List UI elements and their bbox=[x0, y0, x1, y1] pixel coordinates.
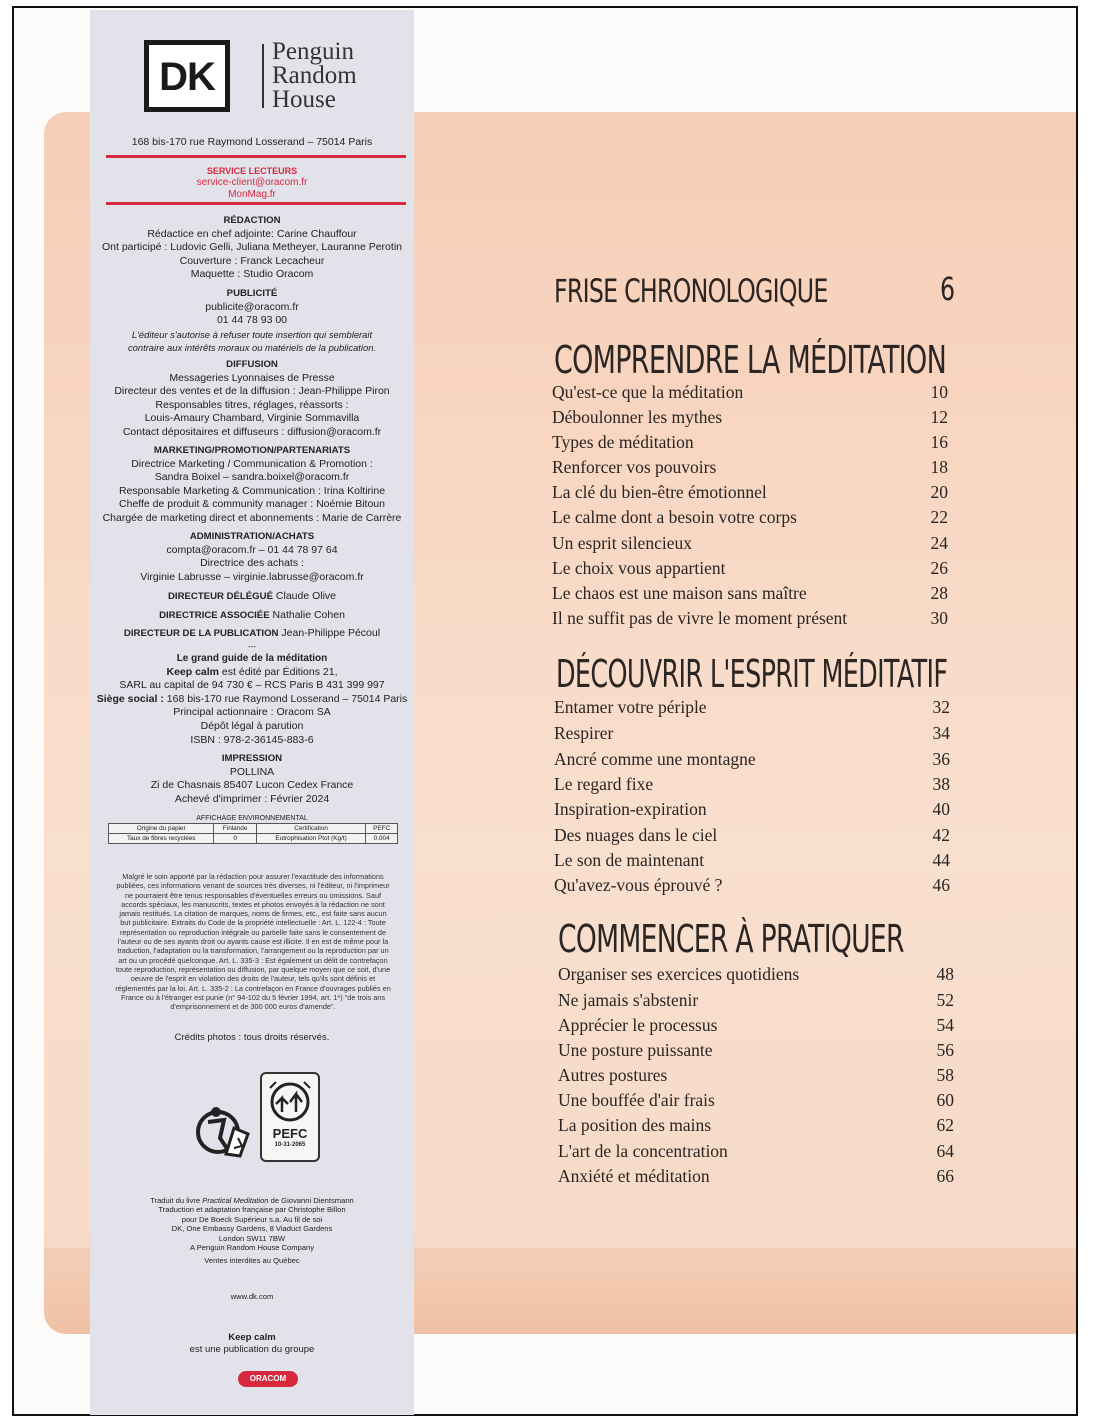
marketing-title: MARKETING/PROMOTION/PARTENARIATS bbox=[153, 445, 351, 456]
diffusion-line: Directeur des ventes et de la diffusion : Jean-Philippe Piron bbox=[114, 385, 390, 398]
guide-isbn: ISBN : 978-2-36145-883-6 bbox=[190, 733, 314, 746]
toc-item bbox=[552, 432, 948, 456]
toc-label: Il ne suffit pas de vivre le moment présent bbox=[552, 608, 848, 628]
diffusion-line: Louis-Amaury Chambard, Virginie Sommavilla bbox=[144, 412, 360, 425]
guide-line-siege bbox=[90, 693, 414, 707]
pefc-tree-icon bbox=[262, 1078, 318, 1128]
service-lecteurs bbox=[90, 165, 414, 201]
toc-item bbox=[558, 1065, 954, 1089]
toc-label: L'art de la concentration bbox=[558, 1141, 728, 1161]
directrice-associee-name: Nathalie Cohen bbox=[272, 609, 345, 621]
redaction-line: Ont participé : Ludovic Gelli, Juliana Metheyer, Lauranne Perotin bbox=[101, 241, 402, 254]
toc-item bbox=[558, 964, 954, 988]
publicite-note: contraire aux intérêts moraux ou matériels de la publication. bbox=[127, 342, 377, 354]
directeur-publication bbox=[90, 627, 414, 641]
toc-label: Respirer bbox=[554, 723, 614, 743]
impression-line: POLLINA bbox=[229, 765, 275, 778]
toc-label: Entamer votre périple bbox=[554, 697, 707, 717]
toc-page: 12 bbox=[930, 407, 948, 427]
marketing-line: Directrice Marketing / Communication & Promotion : bbox=[131, 457, 373, 470]
marketing-line: Chargée de marketing direct et abonnements : Marie de Carrère bbox=[102, 511, 402, 524]
footer-block bbox=[90, 1332, 414, 1356]
impression-line: Zi de Chasnais 85407 Lucon Cedex France bbox=[150, 779, 354, 792]
directrice-associee bbox=[90, 609, 414, 623]
toc-item bbox=[554, 825, 950, 849]
table-row bbox=[109, 834, 398, 844]
toc-item bbox=[552, 608, 948, 632]
toc-item bbox=[554, 774, 950, 798]
table-cell: Taux de fibres recyclées bbox=[109, 834, 214, 844]
table-cell: Certification bbox=[256, 824, 366, 834]
toc-label: Un esprit silencieux bbox=[552, 533, 692, 553]
toc-label: Inspiration-expiration bbox=[554, 799, 707, 819]
logo-separator bbox=[262, 44, 264, 108]
toc-label: Renforcer vos pouvoirs bbox=[552, 457, 717, 477]
toc-page: 60 bbox=[936, 1090, 954, 1110]
publisher-logo bbox=[144, 40, 404, 118]
translation-line-1 bbox=[90, 1196, 414, 1205]
toc-item bbox=[554, 799, 950, 823]
translation-line: Ventes interdites au Québec bbox=[204, 1256, 300, 1266]
translation-prefix: Traduit du livre bbox=[150, 1196, 203, 1205]
toc-page: 40 bbox=[932, 799, 950, 819]
toc-page: 64 bbox=[936, 1141, 954, 1161]
guide-line-1 bbox=[90, 666, 414, 680]
toc-page: 16 bbox=[930, 432, 948, 452]
directeur-delegue-name: Claude Olive bbox=[275, 590, 337, 602]
toc-page: 52 bbox=[936, 990, 954, 1010]
section-title-decouvrir: DÉCOUVRIR L'ESPRIT MÉDITATIF bbox=[556, 652, 948, 696]
guide-line: SARL au capital de 94 730 € – RCS Paris B 431 399 997 bbox=[119, 679, 385, 692]
toc-page: 38 bbox=[932, 774, 950, 794]
frise-title: FRISE CHRONOLOGIQUE bbox=[554, 272, 828, 310]
toc-page: 24 bbox=[930, 533, 948, 553]
admin-line: Directrice des achats : bbox=[200, 557, 304, 570]
translation-line: London SW11 7BW bbox=[218, 1233, 286, 1243]
prh-line-2: Random bbox=[272, 62, 357, 89]
table-cell: 0 bbox=[214, 834, 256, 844]
publisher-address: 168 bis-170 rue Raymond Losserand – 75014 Paris bbox=[131, 136, 373, 148]
toc-page: 42 bbox=[932, 825, 950, 845]
toc-page: 36 bbox=[932, 749, 950, 769]
frise-page: 6 bbox=[940, 270, 955, 308]
red-divider-bottom bbox=[106, 202, 406, 205]
toc-item bbox=[552, 482, 948, 506]
publicite-title: PUBLICITÉ bbox=[226, 288, 278, 299]
prh-line-3: House bbox=[272, 86, 336, 113]
table-cell: Finlande bbox=[214, 824, 256, 834]
service-email: service-client@oracom.fr bbox=[196, 177, 308, 188]
toc-item bbox=[558, 1040, 954, 1064]
section-title-commencer: COMMENCER À PRATIQUER bbox=[558, 917, 904, 961]
guide-editor: est édité par Éditions 21, bbox=[219, 665, 338, 678]
directrice-associee-title: DIRECTRICE ASSOCIÉE bbox=[159, 610, 270, 621]
toc-item bbox=[558, 1141, 954, 1165]
toc-label: Autres postures bbox=[558, 1065, 668, 1085]
red-divider-top bbox=[106, 155, 406, 158]
translation-book-title: Practical Meditation bbox=[202, 1196, 269, 1205]
impression-title: IMPRESSION bbox=[221, 753, 283, 764]
footer-group: est une publication du groupe bbox=[189, 1344, 315, 1355]
redaction-title: RÉDACTION bbox=[223, 215, 281, 226]
translation-credits bbox=[90, 1196, 414, 1266]
translation-line: Traduction et adaptation française par Christophe Billon bbox=[158, 1205, 346, 1215]
toc-item bbox=[554, 850, 950, 874]
toc-page: 18 bbox=[930, 457, 948, 477]
toc-page: 32 bbox=[932, 697, 950, 717]
section-title-comprendre: COMPRENDRE LA MÉDITATION bbox=[554, 338, 947, 382]
redaction-line: Maquette : Studio Oracom bbox=[190, 268, 314, 281]
toc-label: Qu'est-ce que la méditation bbox=[552, 382, 744, 402]
website: www.dk.com bbox=[230, 1292, 274, 1301]
toc-item bbox=[554, 697, 950, 721]
guide-siege-label: Siège social : bbox=[96, 692, 164, 705]
marketing-line: Cheffe de produit & community manager : Noémie Bitoun bbox=[119, 498, 385, 511]
toc-page: 56 bbox=[936, 1040, 954, 1060]
toc-page: 30 bbox=[930, 608, 948, 628]
toc-label: Qu'avez-vous éprouvé ? bbox=[554, 875, 723, 895]
prh-line-1: Penguin bbox=[272, 38, 354, 65]
diffusion-line: Responsables titres, réglages, réassorts : bbox=[155, 398, 349, 411]
table-cell: PEFC bbox=[366, 824, 398, 834]
guide-siege-address: 168 bis-170 rue Raymond Losserand – 75014 Paris bbox=[163, 692, 408, 705]
publicite-note: L'éditeur s'autorise à refuser toute insertion qui semblerait bbox=[131, 328, 373, 340]
toc-label: Ancré comme une montagne bbox=[554, 749, 756, 769]
penguin-random-house-logo bbox=[272, 40, 357, 112]
toc-label: Une posture puissante bbox=[558, 1040, 713, 1060]
translation-line: pour De Boeck Supérieur s.a. Au fil de soi bbox=[181, 1214, 323, 1224]
table-cell: Eutrophisation Ptot (Kg/t) bbox=[256, 834, 366, 844]
toc-item bbox=[552, 507, 948, 531]
recycle-icon bbox=[194, 1098, 252, 1160]
service-title: SERVICE LECTEURS bbox=[206, 166, 298, 176]
pefc-logo bbox=[260, 1072, 320, 1162]
toc-page: 58 bbox=[936, 1065, 954, 1085]
toc-page: 26 bbox=[930, 558, 948, 578]
admin-title: ADMINISTRATION/ACHATS bbox=[189, 531, 315, 542]
toc-item bbox=[552, 558, 948, 582]
guide-line: Dépôt légal à parution bbox=[200, 719, 304, 732]
directeur-publication-title: DIRECTEUR DE LA PUBLICATION bbox=[123, 628, 279, 639]
marketing-line: Sandra Boixel – sandra.boixel@oracom.fr bbox=[154, 471, 350, 484]
toc-item bbox=[558, 1090, 954, 1114]
toc-label: Organiser ses exercices quotidiens bbox=[558, 964, 800, 984]
toc-page: 66 bbox=[936, 1166, 954, 1186]
service-site: MonMag.fr bbox=[228, 189, 276, 200]
toc-item bbox=[558, 1115, 954, 1139]
toc-page: 62 bbox=[936, 1115, 954, 1135]
dk-logo-text: DK bbox=[159, 55, 215, 99]
toc-label: Le choix vous appartient bbox=[552, 558, 726, 578]
marketing-line: Responsable Marketing & Communication : Irina Koltirine bbox=[118, 484, 386, 497]
toc-label: Déboulonner les mythes bbox=[552, 407, 723, 427]
toc-item bbox=[552, 407, 948, 431]
impression-block bbox=[90, 752, 414, 806]
toc-page: 20 bbox=[930, 482, 948, 502]
toc-page: 54 bbox=[936, 1015, 954, 1035]
pefc-number: 10-31-2065 bbox=[274, 1142, 306, 1148]
table-cell: Origine du papier bbox=[109, 824, 214, 834]
toc-item bbox=[554, 749, 950, 773]
footer-keep-calm: Keep calm bbox=[228, 1332, 276, 1343]
table-row bbox=[109, 824, 398, 834]
admin-line: Virginie Labrusse – virginie.labrusse@oracom.fr bbox=[140, 570, 364, 583]
toc-item bbox=[552, 382, 948, 406]
administration-block bbox=[90, 530, 414, 584]
toc-page: 44 bbox=[932, 850, 950, 870]
table-cell: 0.004 bbox=[366, 834, 398, 844]
publicite-email: publicite@oracom.fr bbox=[205, 300, 299, 313]
directeur-delegue-title: DIRECTEUR DÉLÉGUÉ bbox=[167, 591, 273, 602]
publicite-phone: 01 44 78 93 00 bbox=[216, 314, 288, 327]
toc-item bbox=[558, 1166, 954, 1190]
legal-notice: Malgré le soin apporté par la rédaction pour assurer l'exactitude des informations publiées, ces informations venant de sources très diverses, ni l'éditeur, ni l'imprimeur ne pourraient être tenus responsables d'éventuelles erreurs ou omissions. Sauf accords spéciaux, les manuscrits, textes et photos envoyés à la rédaction ne sont jamais restitués. La citation de marques, noms de firmes, etc., est faite sans aucun but publicitaire. Extraits du Code de la propriété intellectuelle : Art. L. 122-4 : Toute représentation ou reproduction intégrale ou partielle faite sans le consentement de l'auteur ou de ses ayants droit ou ayants cause est illicite. Il en est de même pour la traduction, l'adaptation ou la transformation, l'arrangement ou la reproduction par un art ou un procédé quelconque. Art. L. 335-3 : Est également un délit de contrefaçon toute reproduction, représentation ou diffusion, par quelque moyen que ce soit, d'une oeuvre de l'esprit en violation des droits de l'auteur, tels qu'ils sont définis et réglementés par la loi. Art. L. 335-2 : La contrefaçon en France d'ouvrages publiés en France ou à l'étranger est punie (n° 94-102 du 5 février 1994, art. 1*) "de trois ans d'emprisonnement et de 300 000 euros d'amende". bbox=[115, 872, 391, 1012]
toc-label: La position des mains bbox=[558, 1115, 712, 1135]
toc-item bbox=[554, 875, 950, 899]
toc-label: Ne jamais s'abstenir bbox=[558, 990, 699, 1010]
diffusion-line: Messageries Lyonnaises de Presse bbox=[169, 371, 335, 384]
toc-label: Le son de maintenant bbox=[554, 850, 705, 870]
toc-label: Des nuages dans le ciel bbox=[554, 825, 718, 845]
guide-line: Principal actionnaire : Oracom SA bbox=[173, 706, 331, 719]
toc-page: 10 bbox=[930, 382, 948, 402]
translation-line: DK, One Embassy Gardens, 8 Viaduct Gardens bbox=[171, 1224, 333, 1234]
pefc-label: PEFC bbox=[272, 1126, 308, 1141]
toc-label: Le regard fixe bbox=[554, 774, 654, 794]
translation-line: A Penguin Random House Company bbox=[189, 1243, 315, 1253]
redaction-line: Rédactice en chef adjointe: Carine Chauffour bbox=[147, 227, 357, 240]
admin-line: compta@oracom.fr – 01 44 78 97 64 bbox=[166, 543, 338, 556]
toc-item bbox=[558, 990, 954, 1014]
masthead-sidebar bbox=[90, 10, 414, 1415]
directeur-delegue bbox=[90, 590, 414, 604]
diffusion-block bbox=[90, 358, 414, 440]
toc-page: 46 bbox=[932, 875, 950, 895]
marketing-block bbox=[90, 444, 414, 526]
toc-label: Le calme dont a besoin votre corps bbox=[552, 507, 797, 527]
translation-author: de Giovanni Dientsmann bbox=[268, 1196, 354, 1205]
guide-block bbox=[90, 652, 414, 747]
toc-label: Le chaos est une maison sans maître bbox=[552, 583, 807, 603]
impression-line: Achevé d'imprimer : Février 2024 bbox=[174, 792, 330, 805]
toc-item bbox=[558, 1015, 954, 1039]
redaction-block bbox=[90, 214, 414, 282]
environment-table bbox=[108, 823, 398, 844]
toc-item bbox=[552, 533, 948, 557]
diffusion-line: Contact dépositaires et diffuseurs : diffusion@oracom.fr bbox=[122, 425, 382, 438]
photo-credits: Crédits photos : tous droits réservés. bbox=[174, 1032, 330, 1043]
guide-title: Le grand guide de la méditation bbox=[176, 653, 328, 664]
toc-label: Types de méditation bbox=[552, 432, 694, 452]
toc-page: 22 bbox=[930, 507, 948, 527]
redaction-line: Couverture : Franck Lecacheur bbox=[179, 254, 325, 267]
toc-label: La clé du bien-être émotionnel bbox=[552, 482, 767, 502]
toc-label: Apprécier le processus bbox=[558, 1015, 718, 1035]
frise-heading bbox=[554, 272, 828, 310]
toc-item bbox=[552, 583, 948, 607]
toc-label: Anxiété et méditation bbox=[558, 1166, 710, 1186]
toc-page: 34 bbox=[932, 723, 950, 743]
toc-page: 48 bbox=[936, 964, 954, 984]
dk-logo bbox=[144, 40, 230, 112]
toc-item bbox=[552, 457, 948, 481]
toc-label: Une bouffée d'air frais bbox=[558, 1090, 715, 1110]
publicite-block bbox=[90, 287, 414, 355]
guide-keepcalm: Keep calm bbox=[166, 665, 220, 678]
toc-page: 28 bbox=[930, 583, 948, 603]
diffusion-title: DIFFUSION bbox=[226, 359, 278, 370]
environment-title: AFFICHAGE ENVIRONNEMENTAL bbox=[196, 815, 308, 822]
separator: --- bbox=[248, 642, 256, 651]
toc-item bbox=[554, 723, 950, 747]
oracom-logo: ORACOM bbox=[238, 1371, 298, 1387]
directeur-publication-name: Jean-Philippe Pécoul bbox=[281, 627, 381, 639]
